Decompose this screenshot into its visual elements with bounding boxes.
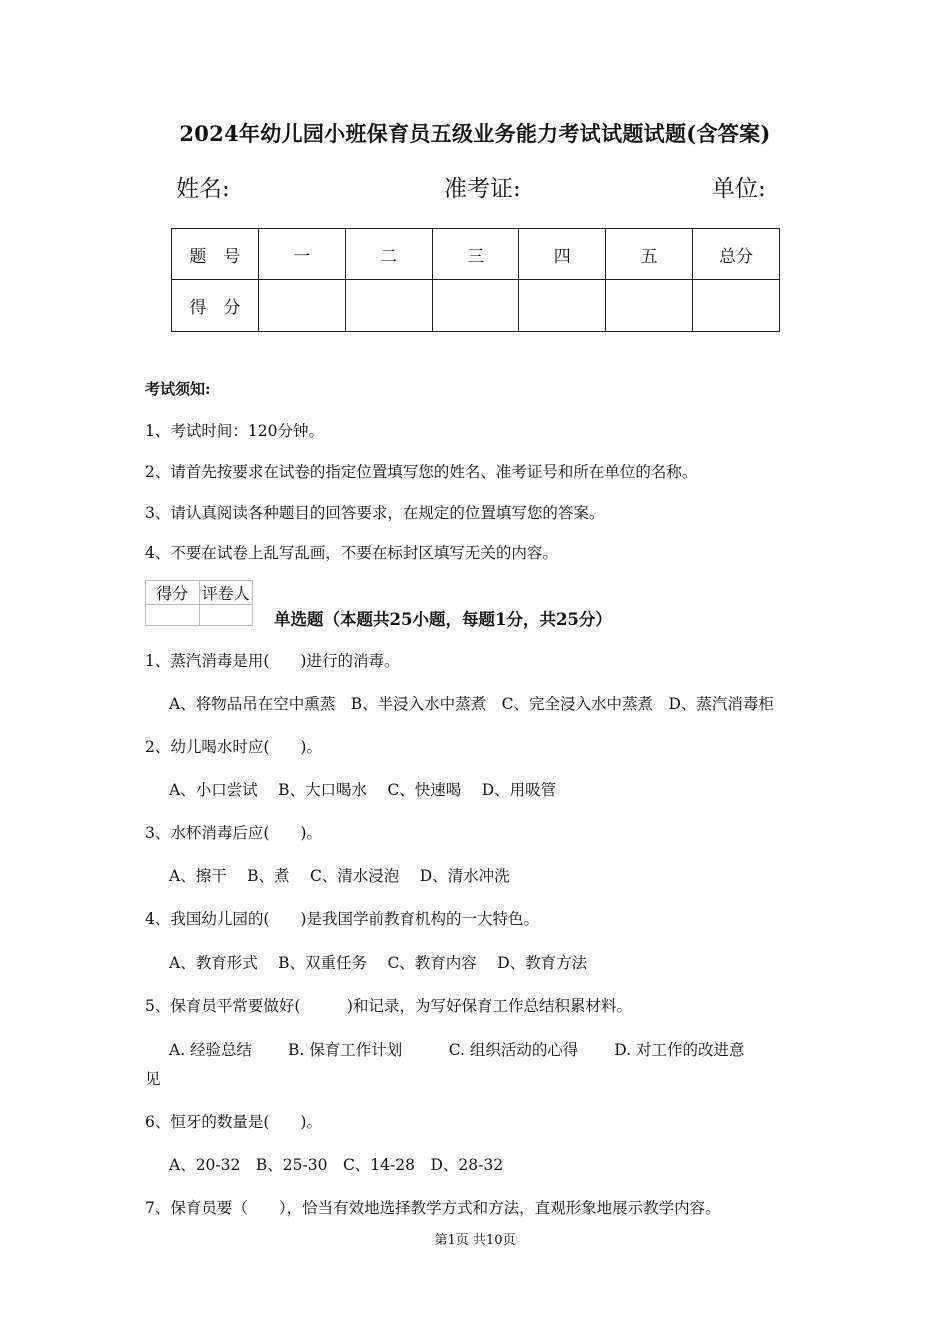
grader-box: [145, 580, 253, 626]
score-cell[interactable]: [519, 280, 606, 332]
question-7: 7、保育员要（ ），恰当有效地选择教学方式和方法，直观形象地展示教学内容。: [145, 1199, 721, 1217]
score-cell[interactable]: [258, 280, 345, 332]
score-cell[interactable]: [693, 280, 780, 332]
question-1: 1、蒸汽消毒是用( )进行的消毒。: [145, 652, 400, 670]
score-table: [171, 228, 780, 332]
name-label: 姓名:: [176, 176, 230, 202]
question-6: 6、恒牙的数量是( )。: [145, 1113, 322, 1131]
section-heading: 单选题（本题共25小题，每题1分，共25分）: [274, 610, 612, 629]
question-2-options: A、小口尝试 B、大口喝水 C、快速喝 D、用吸管: [169, 781, 557, 799]
question-6-options: A、20-32 B、25-30 C、14-28 D、28-32: [169, 1156, 504, 1174]
score-table-col-total: 总分: [693, 229, 780, 280]
score-table-col-2: 二: [345, 229, 432, 280]
notice-item: 1、考试时间：120分钟。: [145, 422, 324, 440]
question-4-options: A、教育形式 B、双重任务 C、教育内容 D、教育方法: [169, 954, 588, 972]
page-footer: 第1页 共10页: [434, 1233, 516, 1248]
notice-item: 2、请首先按要求在试卷的指定位置填写您的姓名、准考证号和所在单位的名称。: [145, 463, 698, 481]
notice-heading: 考试须知:: [145, 380, 211, 398]
score-cell[interactable]: [432, 280, 519, 332]
question-5-options: A. 经验总结 B. 保育工作计划 C. 组织活动的心得 D. 对工作的改进意: [169, 1041, 745, 1059]
score-table-col-3: 三: [432, 229, 519, 280]
notice-item: 4、不要在试卷上乱写乱画，不要在标封区填写无关的内容。: [145, 544, 558, 562]
exam-id-label: 准考证:: [444, 176, 521, 202]
score-cell[interactable]: [606, 280, 693, 332]
score-table-col-5: 五: [606, 229, 693, 280]
question-3-options: A、擦干 B、煮 C、清水浸泡 D、清水冲洗: [169, 867, 510, 885]
question-2: 2、幼儿喝水时应( )。: [145, 738, 322, 756]
notice-item: 3、请认真阅读各种题目的回答要求，在规定的位置填写您的答案。: [145, 504, 605, 522]
document-title: 2024年幼儿园小班保育员五级业务能力考试试题试题(含答案): [179, 121, 771, 146]
question-3: 3、水杯消毒后应( )。: [145, 824, 322, 842]
score-table-header-row: [172, 229, 780, 280]
grader-name-cell[interactable]: [199, 605, 253, 626]
question-1-options: A、将物品吊在空中熏蒸 B、半浸入水中蒸煮 C、完全浸入水中蒸煮 D、蒸汽消毒柜: [169, 695, 774, 713]
score-table-col-1: 一: [258, 229, 345, 280]
score-cell[interactable]: [345, 280, 432, 332]
grader-score-cell[interactable]: [146, 605, 200, 626]
score-table-col-4: 四: [519, 229, 606, 280]
score-table-score-row: [172, 280, 780, 332]
question-5: 5、保育员平常要做好( )和记录，为写好保育工作总结积累材料。: [145, 997, 632, 1015]
question-4: 4、我国幼儿园的( )是我国学前教育机构的一大特色。: [145, 910, 539, 928]
score-table-label: 题 号: [172, 229, 259, 280]
grader-score-label: 得分: [146, 581, 200, 605]
unit-label: 单位:: [712, 176, 766, 202]
question-5-options-cont: 见: [145, 1070, 161, 1088]
grader-name-label: 评卷人: [199, 581, 253, 605]
score-row-label: 得 分: [172, 280, 259, 332]
